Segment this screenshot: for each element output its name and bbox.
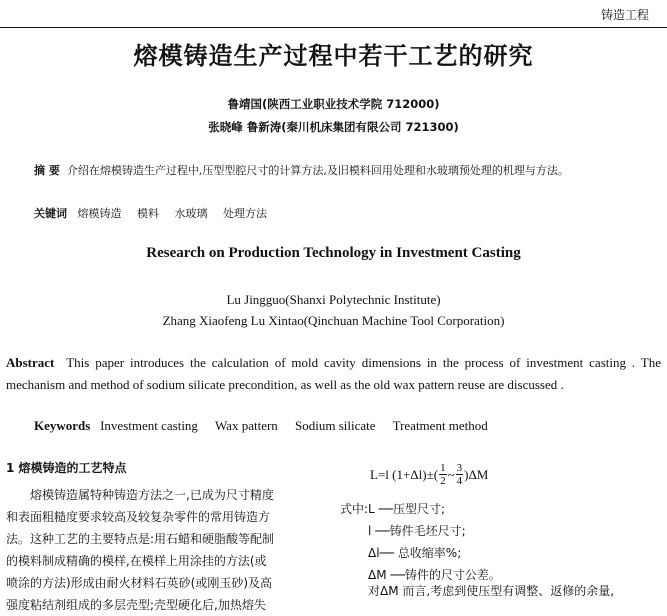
formula-fraction bbox=[456, 462, 464, 487]
authors-en-line1: Lu Jingguo(Shanxi Polytechnic Institute) bbox=[226, 292, 441, 307]
body-line: 和表面粗糙度要求较高及较复杂零件的常用铸造方 bbox=[6, 510, 271, 524]
body-line: 强度粘结剂组成的多层壳型;壳型硬化后,加热熔失 bbox=[6, 598, 266, 612]
keyword-cn-item: 水玻璃 bbox=[174, 207, 208, 220]
body-line: 喷涂的方法)形成由耐火材料石英砂(或刚玉砂)及高 bbox=[6, 576, 273, 590]
definition-item: Δl── 总收缩率%; bbox=[368, 546, 462, 560]
authors-cn-line1: 鲁靖国(陕西工业职业技术学院 712000) bbox=[227, 97, 440, 111]
formula-definitions bbox=[340, 498, 501, 586]
formula-fraction bbox=[439, 462, 447, 487]
keyword-cn-item: 模料 bbox=[137, 207, 159, 220]
formula-right: )ΔM bbox=[464, 466, 489, 482]
journal-section-label: 铸造工程 bbox=[600, 8, 649, 22]
fraction-denominator: 2 bbox=[440, 475, 446, 487]
formula-left: L=l (1+Δl)±( bbox=[370, 466, 439, 482]
abstract-en bbox=[6, 352, 661, 396]
fraction-numerator: 1 bbox=[440, 462, 446, 474]
abstract-en-text: This paper introduces the calculation of mold cavity dimensions in the process of investment casting . The mechanism and method of sodium silicate precondition, as well as the old wax pattern reuse are discussed . bbox=[6, 355, 661, 392]
abstract-cn-text: 介绍在熔模铸造生产过程中,压型型腔尺寸的计算方法,及旧模料回用处理和水玻璃预处理的机理与方法。 bbox=[66, 164, 569, 177]
keywords-en bbox=[34, 418, 502, 434]
section-heading: 1 熔模铸造的工艺特点 bbox=[6, 461, 127, 475]
keyword-en-item: Sodium silicate bbox=[295, 418, 376, 433]
definition-item: ΔM ──铸件的尺寸公差。 bbox=[368, 568, 501, 582]
section-body bbox=[6, 484, 328, 616]
keyword-cn-item: 熔模铸造 bbox=[77, 207, 122, 220]
body-line: 法。这种工艺的主要特点是:用石蜡和硬脂酸等配制 bbox=[6, 532, 275, 546]
paper-title-en: Research on Production Technology in Investment Casting bbox=[146, 245, 521, 261]
formula-tilde: ~ bbox=[447, 466, 455, 482]
abstract-cn bbox=[34, 160, 654, 181]
definition-intro: 式中:L ──压型尺寸; bbox=[340, 502, 446, 516]
keywords-cn-label: 关键词 bbox=[34, 207, 67, 220]
keyword-en-item: Wax pattern bbox=[214, 418, 278, 433]
authors-cn-line2: 张晓峰 鲁新涛(秦川机床集团有限公司 721300) bbox=[208, 120, 459, 134]
abstract-cn-label: 摘 要 bbox=[34, 164, 60, 177]
keywords-cn bbox=[34, 205, 279, 221]
keyword-en-item: Investment casting bbox=[100, 418, 198, 433]
body-line: 的模料制成精确的模样,在模样上用涂挂的方法(或 bbox=[6, 554, 267, 568]
fraction-numerator: 3 bbox=[456, 462, 463, 474]
formula bbox=[370, 462, 488, 487]
authors-en-line2: Zhang Xiaofeng Lu Xintao(Qinchuan Machine Tool Corporation) bbox=[162, 313, 505, 328]
body-line: 熔模铸造属特种铸造方法之一,已成为尺寸精度 bbox=[30, 488, 274, 502]
keyword-en-item: Treatment method bbox=[392, 418, 488, 433]
header-rule bbox=[0, 27, 667, 28]
definition-item: l ──铸件毛坯尺寸; bbox=[368, 524, 466, 538]
paper-title: 熔模铸造生产过程中若干工艺的研究 bbox=[133, 42, 534, 70]
keywords-en-label: Keywords bbox=[34, 418, 91, 433]
abstract-en-label: Abstract bbox=[6, 355, 55, 370]
closing-line: 对ΔM 而言,考虑到使压型有调整、返修的余量, bbox=[368, 584, 615, 598]
fraction-denominator: 4 bbox=[456, 475, 463, 487]
keyword-cn-item: 处理方法 bbox=[223, 207, 267, 220]
